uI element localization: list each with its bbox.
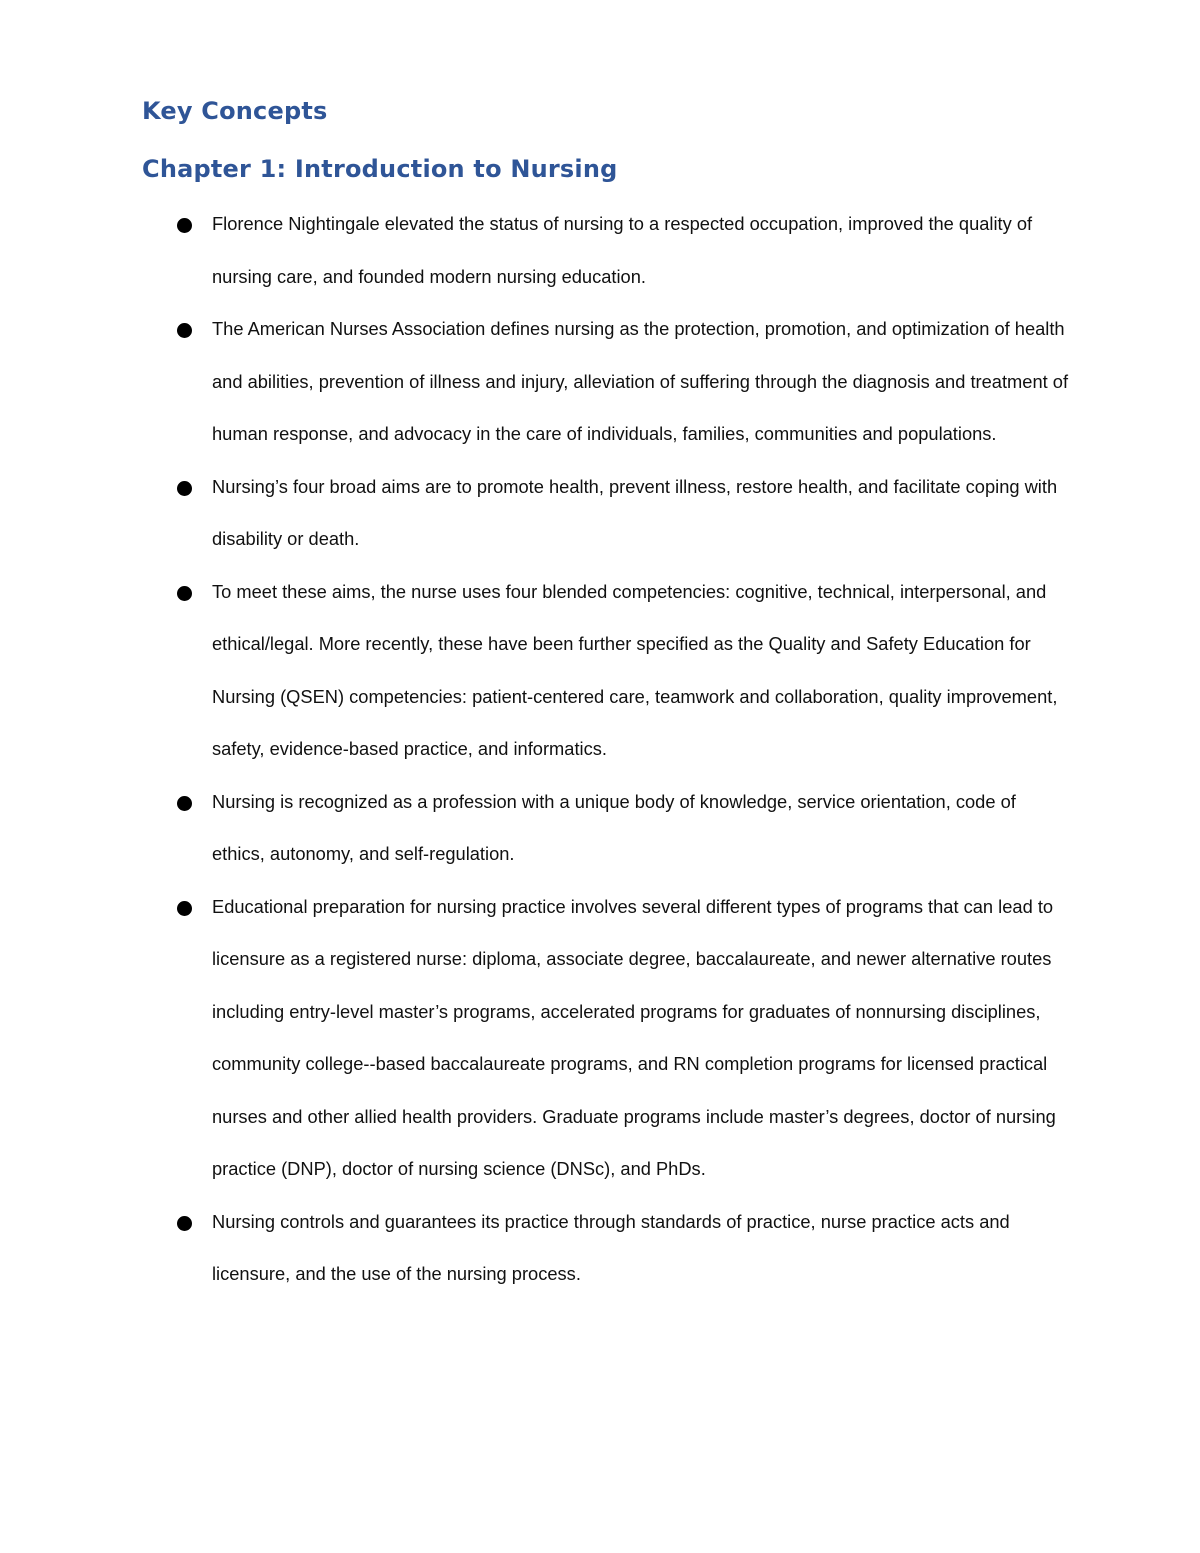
list-item-text: Nursing’s four broad aims are to promote health, prevent illness, restore health, and facilitate coping with disability or death. xyxy=(212,475,1058,549)
bullet-icon xyxy=(177,796,192,811)
list-item xyxy=(0,776,1200,881)
list-item xyxy=(0,303,1200,461)
list-item xyxy=(0,198,1200,303)
bullet-icon xyxy=(177,323,192,338)
bullet-icon xyxy=(177,1216,192,1231)
page-title: Key Concepts xyxy=(142,97,328,125)
list-item-text: Educational preparation for nursing practice involves several different types of programs that can lead to licensure as a registered nurse: diploma, associate degree, baccalaureate, and newer alternative routes including entry-level master’s programs, accelerated programs for graduates of nonnursing disciplines, community college--based baccalaureate programs, and RN completion programs for licensed practical nurses and other allied health providers. Graduate programs include master’s degrees, doctor of nursing practice (DNP), doctor of nursing science (DNSc), and PhDs. xyxy=(212,895,1056,1179)
list-item xyxy=(0,566,1200,776)
chapter-heading: Chapter 1: Introduction to Nursing xyxy=(142,155,618,183)
list-item-text: To meet these aims, the nurse uses four blended competencies: cognitive, technical, interpersonal, and ethical/legal. More recently, these have been further specified as the Quality and Safety Education for Nursing (QSEN) competencies: patient-centered care, teamwork and collaboration, quality improvement, safety, evidence-based practice, and informatics. xyxy=(212,580,1058,759)
list-item-text: Nursing controls and guarantees its practice through standards of practice, nurse practice acts and licensure, and the use of the nursing process. xyxy=(212,1210,1010,1284)
key-concepts-list xyxy=(0,198,1200,1301)
list-item xyxy=(0,1196,1200,1301)
list-item xyxy=(0,881,1200,1196)
bullet-icon xyxy=(177,218,192,233)
bullet-icon xyxy=(177,901,192,916)
bullet-icon xyxy=(177,481,192,496)
bullet-icon xyxy=(177,586,192,601)
list-item-text: Florence Nightingale elevated the status of nursing to a respected occupation, improved the quality of nursing care, and founded modern nursing education. xyxy=(212,213,1033,287)
list-item-text: Nursing is recognized as a profession with a unique body of knowledge, service orientation, code of ethics, autonomy, and self-regulation. xyxy=(212,790,1016,864)
list-item xyxy=(0,461,1200,566)
list-item-text: The American Nurses Association defines nursing as the protection, promotion, and optimization of health and abilities, prevention of illness and injury, alleviation of suffering through the diagnosis and treatment of human response, and advocacy in the care of individuals, families, communities and populations. xyxy=(212,318,1069,444)
